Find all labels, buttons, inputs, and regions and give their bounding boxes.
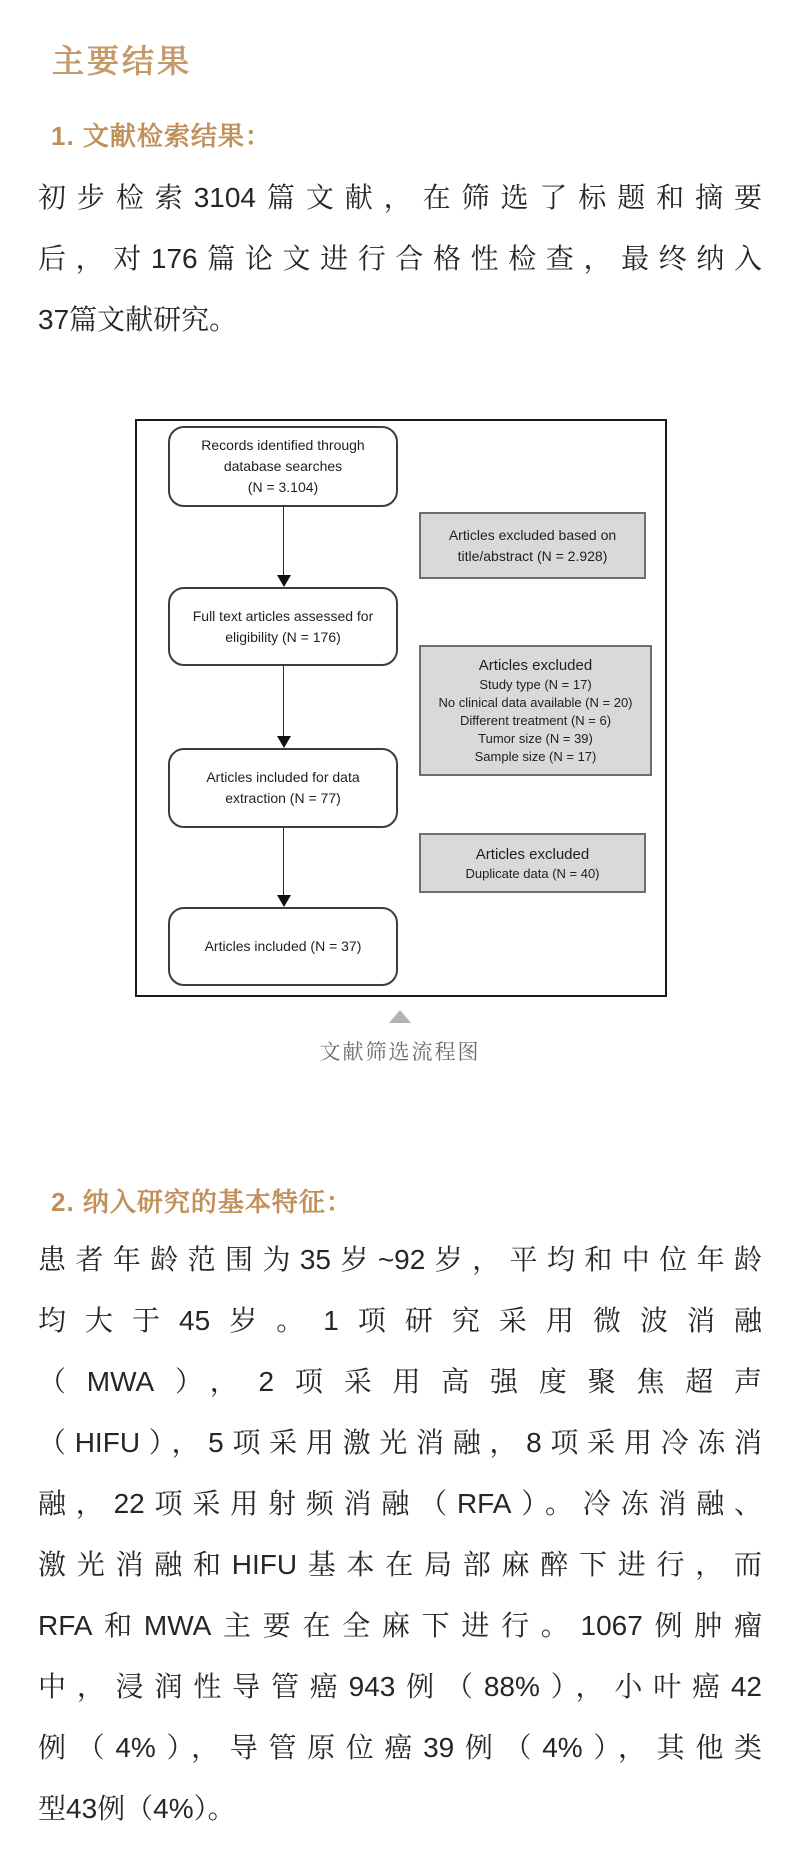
section-1-paragraph: [38, 167, 762, 350]
excluded-box-duplicate: [419, 833, 646, 893]
flow-arrow-line: [283, 666, 284, 738]
flow-box-records-identified: [168, 426, 398, 507]
paragraph-line: 融，22项采用射频消融（RFA）。冷冻消融、: [38, 1488, 762, 1519]
paragraph-line: （MWA），2项采用高强度聚焦超声: [38, 1366, 762, 1397]
paragraph-line: 37篇文献研究。: [38, 304, 238, 335]
section-2-heading: 2. 纳入研究的基本特征：: [51, 1187, 353, 1217]
flow-box-data-extraction: [168, 748, 398, 828]
flow-box-articles-included: [168, 907, 398, 986]
flow-arrowhead-icon: [277, 736, 291, 748]
paragraph-line: 型43例（4%）。: [38, 1793, 236, 1824]
flow-box-line: Full text articles assessed for: [192, 607, 374, 624]
flow-box-line: Articles included for data: [206, 769, 360, 785]
flow-arrow-line: [283, 505, 284, 577]
excluded-box-title: Articles excluded: [475, 845, 590, 863]
flow-box-line: Articles included (N = 37): [204, 938, 362, 954]
excluded-box-line: Duplicate data (N = 40): [465, 865, 600, 881]
page-title: 主要结果: [52, 43, 193, 79]
flow-arrow-line: [283, 828, 284, 897]
paragraph-line: 后，对176篇论文进行合格性检查，最终纳入: [38, 243, 762, 274]
paragraph-line: 中，浸润性导管癌943例（88%），小叶癌42: [38, 1671, 762, 1702]
excluded-box-item: Different treatment (N = 6): [459, 713, 612, 728]
excluded-box-line: title/abstract (N = 2.928): [457, 547, 608, 564]
excluded-box-eligibility: [419, 645, 652, 776]
excluded-box-item: Sample size (N = 17): [474, 749, 597, 764]
excluded-box-item: Tumor size (N = 39): [478, 731, 593, 746]
flow-arrowhead-icon: [277, 895, 291, 907]
excluded-box-title: Articles excluded: [478, 657, 593, 674]
prisma-flow-diagram: [135, 419, 667, 997]
caption-triangle-icon: [389, 1010, 411, 1023]
flow-box-line: (N = 3.104): [247, 479, 319, 495]
paragraph-line: 均大于45岁。1项研究采用微波消融: [38, 1305, 762, 1336]
paragraph-line: 患者年龄范围为35岁~92岁，平均和中位年龄: [38, 1244, 762, 1275]
figure-caption: 文献筛选流程图: [319, 1041, 481, 1064]
flow-box-line: eligibility (N = 176): [225, 628, 341, 645]
flow-arrowhead-icon: [277, 575, 291, 587]
excluded-box-item: No clinical data available (N = 20): [438, 695, 633, 710]
section-1-heading: 1. 文献检索结果：: [51, 121, 272, 151]
flow-box-line: extraction (N = 77): [225, 790, 341, 806]
excluded-box-title-abstract: [419, 512, 646, 579]
paragraph-line: 初步检索3104篇文献，在筛选了标题和摘要: [38, 182, 762, 213]
section-2-paragraph: [38, 1229, 762, 1839]
flow-box-line: Records identified through: [201, 437, 365, 453]
excluded-box-line: Articles excluded based on: [448, 526, 617, 543]
paragraph-line: 激光消融和HIFU基本在局部麻醉下进行，而: [38, 1549, 762, 1580]
flow-box-line: database searches: [223, 458, 343, 474]
flow-box-fulltext-assessed: [168, 587, 398, 666]
excluded-box-item: Study type (N = 17): [479, 677, 592, 692]
paragraph-line: 例（4%），导管原位癌39例（4%），其他类: [38, 1732, 762, 1763]
paragraph-line: RFA和MWA主要在全麻下进行。1067例肿瘤: [38, 1610, 762, 1641]
paragraph-line: （HIFU），5项采用激光消融，8项采用冷冻消: [38, 1427, 762, 1458]
